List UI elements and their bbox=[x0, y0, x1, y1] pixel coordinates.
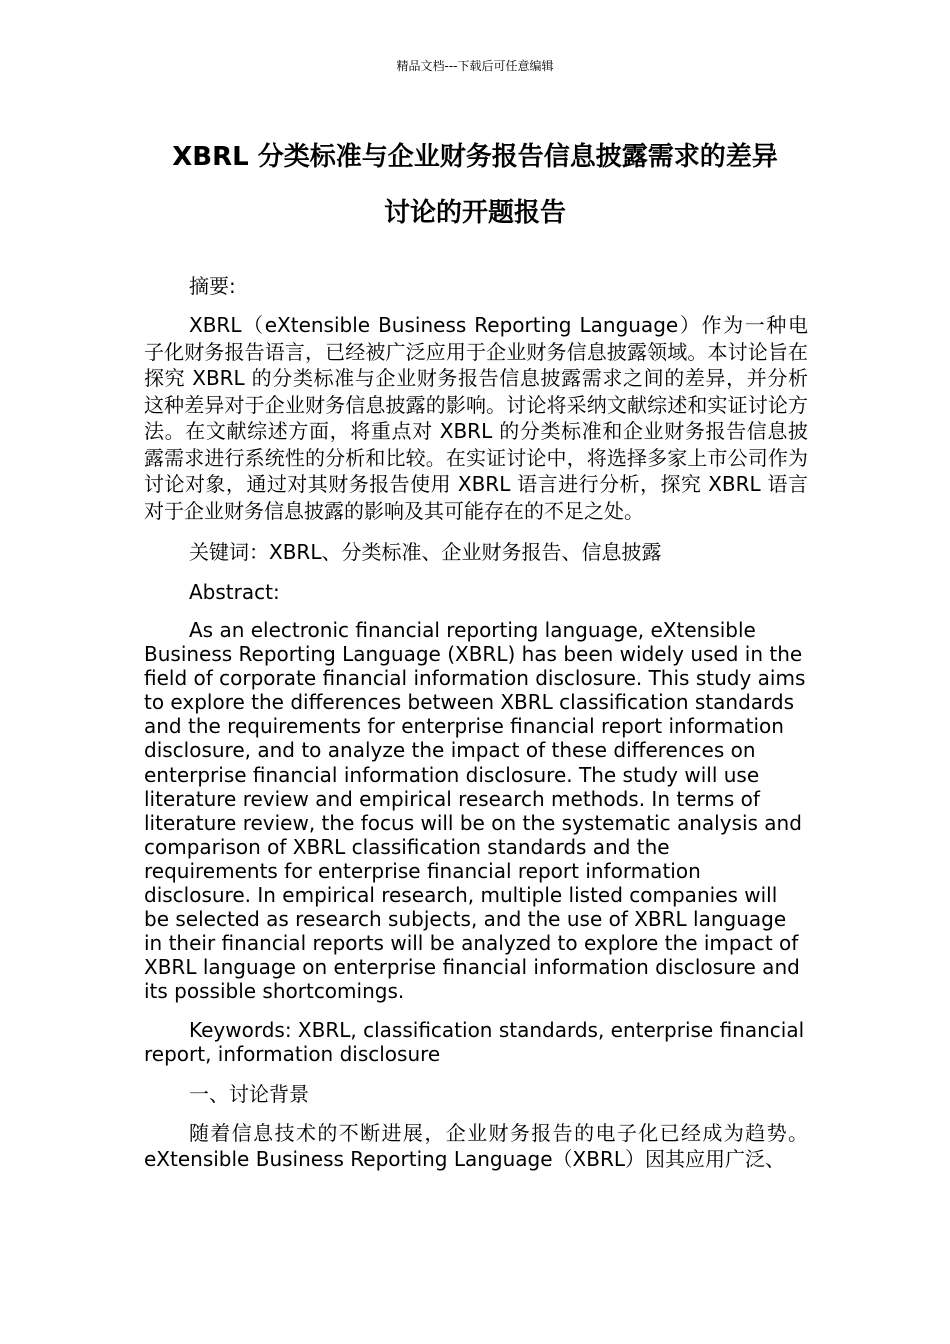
abstract-en: As an electronic financial reporting language, eXtensible Business Reporting Language (XBRL) has been widely used in the field of corporate financial information disclosure. This study aims to explore the differences between XBRL classification standards and the requirements for enterprise financial report information disclosure, and to analyze the impact of these differences on enterprise financial information disclosure. The study will use literature review and empirical research methods. In terms of literature review, the focus will be on the systematic analysis and comparison of XBRL classification standards and the requirements for enterprise financial report information disclosure. In empirical research, multiple listed companies will be selected as research subjects, and the use of XBRL language in their financial reports will be analyzed to explore the impact of XBRL language on enterprise financial information disclosure and its possible shortcomings. bbox=[144, 618, 806, 1004]
document-title-line-2: 讨论的开题报告 bbox=[383, 198, 566, 228]
abstract-label-en: Abstract: bbox=[189, 580, 280, 604]
header-note: 精品文档---下载后可任意编辑 bbox=[396, 59, 554, 73]
keywords-en: Keywords: XBRL, classification standards, enterprise financial report, information disclosure bbox=[144, 1017, 805, 1066]
section-1-heading: 一、讨论背景 bbox=[189, 1081, 309, 1106]
abstract-label-zh: 摘要: bbox=[189, 274, 236, 298]
abstract-zh: XBRL（eXtensible Business Reporting Language）作为一种电子化财务报告语言，已经被广泛应用于企业财务信息披露领域。本讨论旨在探究 XBRL 的分类标准与企业财务报告信息披露需求之间的差异，并分析这种差异对于企业财务信息披露的影响。讨论将采纳文献综述和实证讨论方法。在文献综述方面，将重点对 XBRL 的分类标准和企业财务报告信息披露需求进行系统性的分析和比较。在实证讨论中，将选择多家上市公司作为讨论对象，通过对其财务报告使用 XBRL 语言进行分析，探究 XBRL 语言对于企业财务信息披露的影响及其可能存在的不足之处。 bbox=[144, 313, 808, 523]
document-body bbox=[144, 272, 808, 1187]
document-title-line-1: XBRL 分类标准与企业财务报告信息披露需求的差异 bbox=[172, 142, 778, 172]
section-1-paragraph: 随着信息技术的不断进展，企业财务报告的电子化已经成为趋势。eXtensible Business Reporting Language（XBRL）因其应用广泛、 bbox=[144, 1120, 808, 1172]
keywords-zh: 关键词：XBRL、分类标准、企业财务报告、信息披露 bbox=[189, 540, 662, 564]
